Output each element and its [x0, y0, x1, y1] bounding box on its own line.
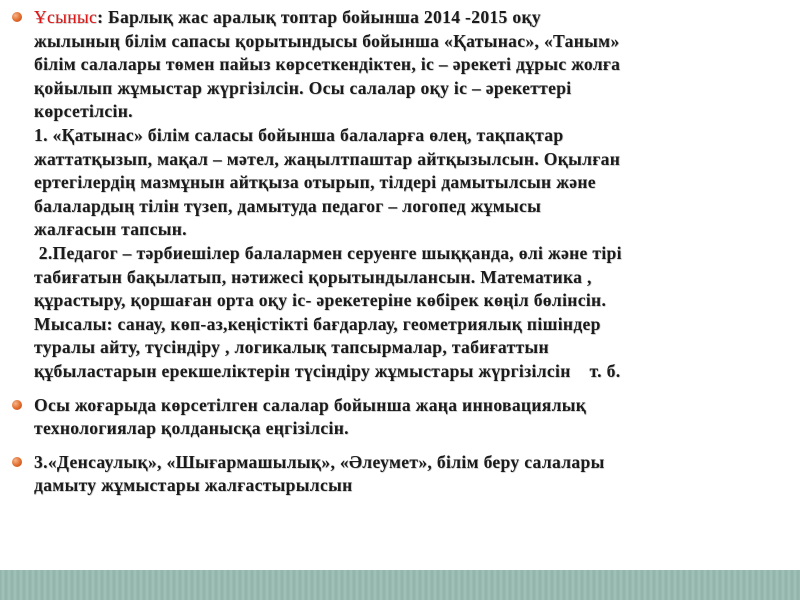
text-line: жаттатқызып, мақал – мәтел, жаңылтпаштар айтқызылсын. Оқылған	[34, 148, 621, 169]
bullet-dot-icon	[12, 457, 22, 467]
text-line: Ұсыныс: Барлық жас аралық топтар бойынша 2014 -2015 оқу	[34, 7, 541, 27]
text-line: қойылып жұмыстар жүргізілсін. Осы салалар оқу іс – әрекеттері	[34, 77, 572, 98]
recommendation-text	[34, 6, 798, 384]
bullet-development	[8, 451, 798, 498]
bullet-recommendation	[8, 6, 798, 384]
bullet-dot-icon	[12, 400, 22, 410]
text-line: туралы айту, түсіндіру , логикалық тапсырмалар, табиғаттын	[34, 337, 549, 358]
text-line: ертегілердің мазмұнын айтқыза отырып, тілдері дамытылсын және	[34, 172, 596, 193]
text-line: жалғасын тапсын.	[34, 219, 187, 240]
text-line: білім салалары төмен пайыз көрсеткендіктен, іс – әрекеті дұрыс жолға	[34, 54, 621, 75]
bullet-dot-icon	[12, 12, 22, 22]
recommendation-label: Ұсыныс	[34, 7, 98, 27]
text-line: табиғатын бақылатып, нәтижесі қорытындылансын. Математика ,	[34, 266, 592, 287]
text-line: балалардың тілін түзеп, дамытуда педагог – логопед жұмысы	[34, 195, 542, 216]
text-line: 2.Педагог – тәрбиешілер балалармен серуенге шыққанда, өлі және тірі	[34, 242, 622, 263]
development-text	[34, 451, 798, 498]
text-line: технологиялар қолданысқа еңгізілсін.	[34, 418, 349, 439]
text-line: көрсетілсін.	[34, 101, 133, 122]
bullet-innovation	[8, 394, 798, 441]
text-line: Осы жоғарыда көрсетілген салалар бойынша жаңа инновациялық	[34, 394, 587, 415]
text-line: Мысалы: санау, көп-аз,кеңістікті бағдарлау, геометриялық пішіндер	[34, 313, 601, 334]
text-line: құрастыру, қоршаған орта оқу іс- әрекетеріне көбірек көңіл бөлінсін.	[34, 290, 607, 311]
innovation-text	[34, 394, 798, 441]
text-line: құбыластарын ерекшеліктерін түсіндіру жұмыстары жүргізілсін т. б.	[34, 360, 621, 381]
text-line: дамыту жұмыстары жалғастырылсын	[34, 475, 353, 496]
bottom-decorative-band	[0, 570, 800, 600]
text-line: 1. «Қатынас» білім саласы бойынша балаларға өлең, тақпақтар	[34, 124, 564, 145]
slide-content	[8, 6, 798, 498]
text-line: жылының білім сапасы қорытындысы бойынша «Қатынас», «Таным»	[34, 30, 620, 51]
text-line: 3.«Денсаулық», «Шығармашылық», «Әлеумет», білім беру салалары	[34, 451, 605, 472]
